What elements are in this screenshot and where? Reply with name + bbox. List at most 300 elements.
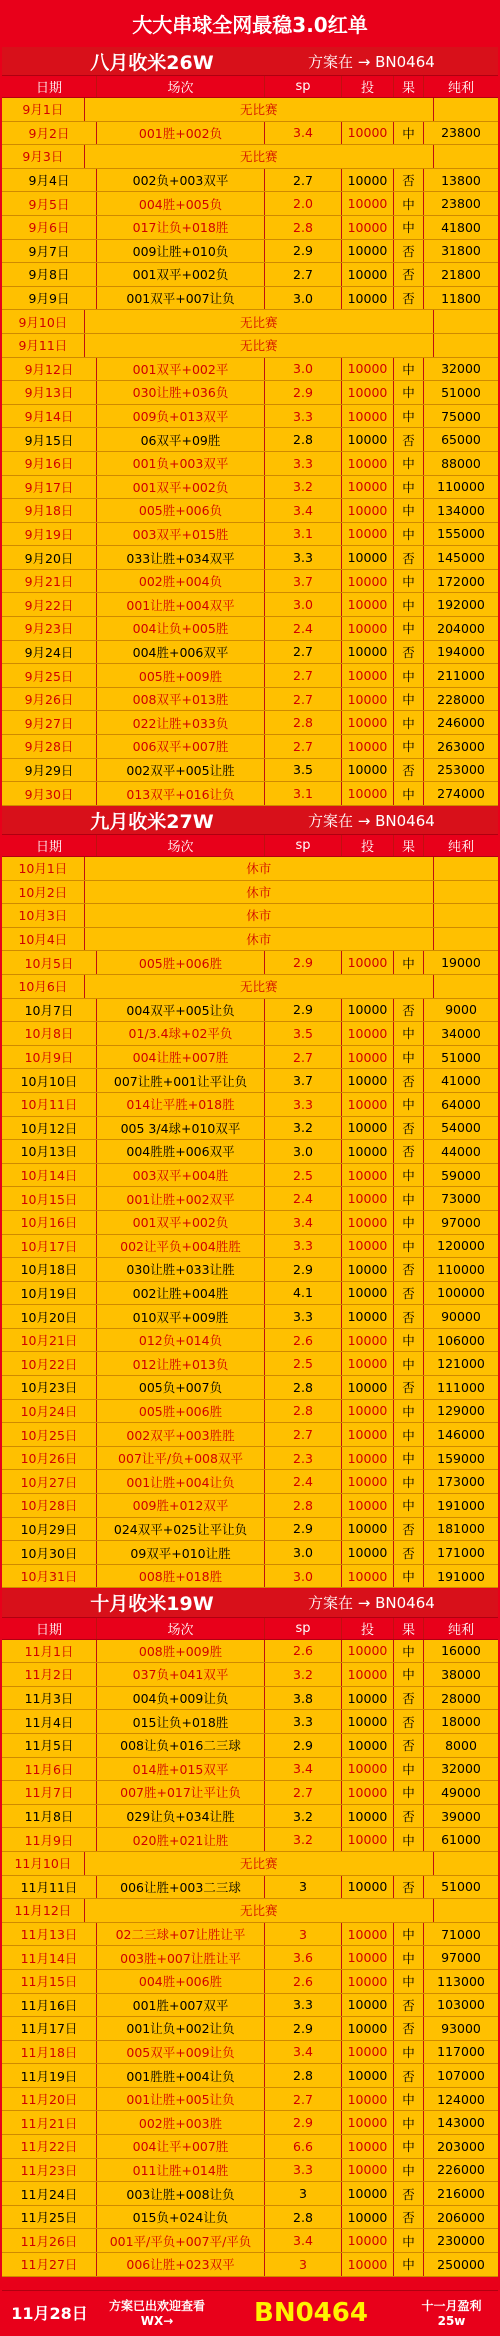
cell-stake: 10000: [342, 1876, 394, 1899]
cell-date: 10月23日: [2, 1376, 97, 1399]
cell-no-match: 休市: [85, 881, 434, 904]
cell-stake: 10000: [342, 1687, 394, 1710]
cell-net-profit: 73000: [441, 1191, 481, 1207]
cell-stake: 10000: [342, 1376, 394, 1399]
column-header-row: [2, 835, 498, 857]
cell-sp: 2.3: [265, 1447, 342, 1470]
cell-result: 中: [394, 1781, 424, 1804]
table-row: [2, 593, 498, 617]
page-title: 大大串球全网最稳3.0红单: [0, 0, 500, 47]
table-row: [2, 145, 498, 169]
cell-match: 024双平+025让平让负: [97, 1518, 265, 1541]
table-row: [2, 1876, 498, 1900]
cell-stake: 10000: [342, 1046, 394, 1069]
cell-sp: 3.4: [265, 1758, 342, 1781]
table-row: [2, 452, 498, 476]
cell-stake: 10000: [342, 2017, 394, 2040]
cell-result: 中: [394, 358, 424, 381]
table-row: [2, 1470, 498, 1494]
cell-sp: 2.9: [265, 2111, 342, 2134]
cell-stake: 10000: [342, 782, 394, 805]
cell-net-profit: 206000: [437, 2209, 485, 2225]
cell-date: 9月4日: [2, 169, 97, 192]
cell-stake: 10000: [342, 358, 394, 381]
cell-stake: 10000: [342, 2088, 394, 2111]
cell-match: 004让平+007胜: [97, 2135, 265, 2158]
cell-net-profit: 191000: [437, 1497, 485, 1513]
table-row: [2, 169, 498, 193]
table-row: [2, 405, 498, 429]
table-row: [2, 1565, 498, 1589]
cell-net-profit: 90000: [441, 1309, 481, 1325]
cell-date: 10月22日: [2, 1352, 97, 1375]
cell-date: 9月3日: [2, 145, 85, 168]
cell-sp: 2.4: [265, 1187, 342, 1210]
cell-sp: 3.3: [265, 1994, 342, 2017]
column-header-net: 纯利: [447, 1622, 474, 1638]
cell-match: 001胜+007双平: [97, 1994, 265, 2017]
cell-date: 11月20日: [2, 2088, 97, 2111]
cell-stake: 10000: [342, 999, 394, 1022]
cell-sp: 2.6: [265, 1329, 342, 1352]
cell-net-profit: 54000: [441, 1120, 481, 1136]
cell-result: 中: [394, 711, 424, 734]
cell-date: 9月13日: [2, 381, 97, 404]
cell-result: 中: [394, 782, 424, 805]
cell-date: 11月17日: [2, 2017, 97, 2040]
cell-sp: 3.4: [265, 2041, 342, 2064]
cell-net-profit: 111000: [437, 1379, 485, 1395]
cell-result: 中: [394, 1022, 424, 1045]
cell-result: 中: [394, 1046, 424, 1069]
column-header-net: 纯利: [447, 81, 474, 96]
table-row: [2, 1781, 498, 1805]
cell-match: 001双平+002负: [97, 1211, 265, 1234]
cell-date: 10月31日: [2, 1565, 97, 1588]
cell-net-profit: 49000: [441, 1784, 481, 1800]
cell-result: 中: [394, 192, 424, 215]
table-row: [2, 1518, 498, 1542]
cell-match: 004双平+005让负: [97, 999, 265, 1022]
cell-sp: 2.8: [265, 1494, 342, 1517]
cell-result: 中: [394, 1565, 424, 1588]
cell-stake: 10000: [342, 2041, 394, 2064]
table-row: [2, 1923, 498, 1947]
cell-sp: 3.0: [265, 287, 342, 310]
cell-date: 9月17日: [2, 476, 97, 499]
table-row: [2, 2064, 498, 2088]
cell-net-profit: 107000: [437, 2068, 485, 2084]
cell-result: 否: [394, 1687, 424, 1710]
table-row: [2, 2088, 498, 2112]
cell-stake: 10000: [342, 216, 394, 239]
cell-match: 005胜+006胜: [97, 1400, 265, 1423]
cell-sp: 2.8: [265, 711, 342, 734]
column-header-tou: 投: [342, 835, 394, 856]
cell-date: 9月10日: [2, 310, 85, 333]
cell-net-profit: 41800: [441, 219, 481, 235]
table-row: [2, 975, 498, 999]
table-row: [2, 617, 498, 641]
cell-match: 06双平+09胜: [97, 428, 265, 451]
cell-result: 中: [394, 1494, 424, 1517]
cell-empty: [434, 881, 498, 904]
cell-match: 004让胜+007胜: [97, 1046, 265, 1069]
cell-result: 否: [394, 1305, 424, 1328]
cell-net-profit: 120000: [437, 1238, 485, 1254]
cell-sp: 3.4: [265, 2229, 342, 2252]
cell-sp: 2.7: [265, 641, 342, 664]
month-section: [2, 806, 498, 1588]
cell-match: 015负+024让负: [97, 2206, 265, 2229]
table-row: [2, 711, 498, 735]
cell-match: 008让负+016二三球: [97, 1734, 265, 1757]
cell-date: 11月9日: [2, 1828, 97, 1851]
table-row: [2, 122, 498, 146]
cell-net-profit: 246000: [437, 715, 485, 731]
section-header: [2, 47, 498, 76]
cell-match: 015让负+018胜: [97, 1710, 265, 1733]
cell-date: 10月10日: [2, 1069, 97, 1092]
cell-stake: 10000: [342, 2111, 394, 2134]
cell-match: 001双平+002负: [97, 263, 265, 286]
cell-date: 10月25日: [2, 1423, 97, 1446]
cell-match: 004胜+006胜: [97, 1970, 265, 1993]
cell-match: 001让胜+002双平: [97, 1187, 265, 1210]
cell-stake: 10000: [342, 1211, 394, 1234]
cell-sp: 2.5: [265, 1352, 342, 1375]
cell-net-profit: 146000: [437, 1427, 485, 1443]
cell-stake: 10000: [342, 1423, 394, 1446]
cell-match: 003双平+015胜: [97, 523, 265, 546]
cell-no-match: 无比赛: [85, 98, 434, 121]
cell-match: 012让胜+013负: [97, 1352, 265, 1375]
table-row: [2, 1423, 498, 1447]
cell-result: 否: [394, 641, 424, 664]
cell-match: 005胜+006负: [97, 499, 265, 522]
cell-result: 中: [394, 1946, 424, 1969]
cell-match: 001让胜+005让负: [97, 2088, 265, 2111]
table-row: [2, 1046, 498, 1070]
cell-stake: 10000: [342, 735, 394, 758]
cell-date: 10月12日: [2, 1117, 97, 1140]
cell-match: 017让负+018胜: [97, 216, 265, 239]
column-header-date: 日期: [2, 1618, 97, 1639]
cell-result: 否: [394, 2206, 424, 2229]
cell-net-profit: 97000: [441, 1950, 481, 1966]
table-row: [2, 1852, 498, 1876]
table-row: [2, 334, 498, 358]
cell-stake: 10000: [342, 1022, 394, 1045]
cell-stake: 10000: [342, 617, 394, 640]
table-row: [2, 287, 498, 311]
cell-net-profit: 117000: [437, 2044, 485, 2060]
table-row: [2, 1187, 498, 1211]
cell-date: 11月5日: [2, 1734, 97, 1757]
cell-stake: 10000: [342, 1093, 394, 1116]
table-row: [2, 1805, 498, 1829]
cell-match: 001让胜+004双平: [97, 593, 265, 616]
cell-sp: 2.8: [265, 428, 342, 451]
cell-result: 否: [394, 1518, 424, 1541]
table-row: [2, 1305, 498, 1329]
cell-net-profit: 121000: [437, 1356, 485, 1372]
cell-date: 11月11日: [2, 1876, 97, 1899]
table-row: [2, 1258, 498, 1282]
cell-date: 11月26日: [2, 2229, 97, 2252]
table-row: [2, 999, 498, 1023]
column-header-date: 日期: [2, 835, 97, 856]
cell-net-profit: 204000: [437, 620, 485, 636]
cell-date: 10月14日: [2, 1164, 97, 1187]
table-row: [2, 476, 498, 500]
cell-match: 01/3.4球+02平负: [97, 1022, 265, 1045]
cell-match: 006让胜+003二三球: [97, 1876, 265, 1899]
cell-empty: [434, 145, 498, 168]
cell-net-profit: 71000: [441, 1926, 481, 1942]
table-row: [2, 1541, 498, 1565]
footer: [2, 2290, 498, 2334]
cell-sp: 2.7: [265, 664, 342, 687]
cell-sp: 3.4: [265, 122, 342, 145]
cell-match: 004胜+005负: [97, 192, 265, 215]
cell-sp: 2.7: [265, 2088, 342, 2111]
cell-date: 9月27日: [2, 711, 97, 734]
table-row: [2, 1494, 498, 1518]
cell-date: 9月22日: [2, 593, 97, 616]
cell-result: 中: [394, 1093, 424, 1116]
cell-match: 001胜胜+004让负: [97, 2064, 265, 2087]
cell-stake: 10000: [342, 1970, 394, 1993]
cell-date: 10月16日: [2, 1211, 97, 1234]
cell-result: 否: [394, 287, 424, 310]
cell-result: 中: [394, 1640, 424, 1663]
cell-stake: 10000: [342, 1187, 394, 1210]
cell-date: 9月19日: [2, 523, 97, 546]
cell-stake: 10000: [342, 381, 394, 404]
cell-stake: 10000: [342, 1663, 394, 1686]
cell-date: 11月21日: [2, 2111, 97, 2134]
table-row: [2, 857, 498, 881]
cell-net-profit: 129000: [437, 1403, 485, 1419]
cell-match: 011让胜+014胜: [97, 2159, 265, 2182]
cell-match: 014胜+015双平: [97, 1758, 265, 1781]
cell-sp: 3.8: [265, 1687, 342, 1710]
cell-stake: 10000: [342, 1258, 394, 1281]
month-section: [2, 1589, 498, 2277]
cell-result: 中: [394, 405, 424, 428]
column-header-res: 果: [394, 1618, 424, 1639]
cell-result: 否: [394, 1734, 424, 1757]
cell-match: 012负+014负: [97, 1329, 265, 1352]
cell-stake: 10000: [342, 523, 394, 546]
table-row: [2, 1282, 498, 1306]
cell-net-profit: 16000: [441, 1643, 481, 1659]
cell-net-profit: 216000: [437, 2186, 485, 2202]
cell-sp: 2.4: [265, 1470, 342, 1493]
cell-sp: 3.3: [265, 452, 342, 475]
cell-sp: 3: [265, 1876, 342, 1899]
cell-match: 002让胜+004胜: [97, 1282, 265, 1305]
cell-sp: 3.2: [265, 476, 342, 499]
cell-match: 030让胜+033让胜: [97, 1258, 265, 1281]
table-row: [2, 1164, 498, 1188]
cell-net-profit: 13800: [441, 172, 481, 188]
section-month-title: 九月收米27W: [90, 810, 214, 833]
cell-net-profit: 38000: [441, 1666, 481, 1682]
cell-match: 029让负+034让胜: [97, 1805, 265, 1828]
cell-result: 中: [394, 2159, 424, 2182]
cell-sp: 2.9: [265, 1518, 342, 1541]
table-row: [2, 2135, 498, 2159]
cell-stake: 10000: [342, 951, 394, 974]
cell-match: 013双平+016让负: [97, 782, 265, 805]
cell-result: 中: [394, 1329, 424, 1352]
cell-stake: 10000: [342, 1640, 394, 1663]
cell-sp: 2.8: [265, 1376, 342, 1399]
cell-match: 005双平+009让负: [97, 2041, 265, 2064]
cell-result: 否: [394, 2064, 424, 2087]
cell-match: 014让平胜+018胜: [97, 1093, 265, 1116]
section-month-title: 十月收米19W: [90, 1593, 214, 1616]
cell-stake: 10000: [342, 1117, 394, 1140]
cell-sp: 3.5: [265, 1022, 342, 1045]
cell-sp: 3: [265, 2253, 342, 2276]
cell-sp: 2.0: [265, 192, 342, 215]
cell-match: 001双平+002负: [97, 476, 265, 499]
table-row: [2, 2253, 498, 2277]
cell-match: 007让平/负+008双平: [97, 1447, 265, 1470]
cell-sp: 4.1: [265, 1282, 342, 1305]
cell-net-profit: 39000: [441, 1808, 481, 1824]
cell-date: 9月5日: [2, 192, 97, 215]
cell-date: 11月22日: [2, 2135, 97, 2158]
cell-match: 003胜+007让胜让平: [97, 1946, 265, 1969]
table-row: [2, 1758, 498, 1782]
cell-net-profit: 65000: [441, 432, 481, 448]
cell-date: 10月13日: [2, 1140, 97, 1163]
cell-result: 否: [394, 1282, 424, 1305]
cell-net-profit: 11800: [441, 290, 481, 306]
cell-result: 否: [394, 1541, 424, 1564]
cell-net-profit: 19000: [441, 955, 481, 971]
cell-net-profit: 263000: [437, 738, 485, 754]
cell-result: 否: [394, 263, 424, 286]
cell-date: 11月12日: [2, 1899, 85, 1922]
cell-sp: 3.2: [265, 1805, 342, 1828]
cell-sp: 3.3: [265, 405, 342, 428]
cell-empty: [434, 310, 498, 333]
cell-no-match: 无比赛: [85, 1852, 434, 1875]
cell-sp: 2.7: [265, 688, 342, 711]
cell-result: 否: [394, 546, 424, 569]
cell-no-match: 无比赛: [85, 1899, 434, 1922]
cell-sp: 3.1: [265, 782, 342, 805]
cell-result: 中: [394, 2041, 424, 2064]
table-row: [2, 2229, 498, 2253]
cell-net-profit: 61000: [441, 1832, 481, 1848]
cell-net-profit: 124000: [437, 2091, 485, 2107]
cell-stake: 10000: [342, 641, 394, 664]
cell-match: 002双平+005让胜: [97, 759, 265, 782]
cell-stake: 10000: [342, 1494, 394, 1517]
cell-date: 11月19日: [2, 2064, 97, 2087]
cell-date: 9月9日: [2, 287, 97, 310]
cell-result: 中: [394, 381, 424, 404]
table-row: [2, 310, 498, 334]
table-row: [2, 641, 498, 665]
cell-net-profit: 194000: [437, 644, 485, 660]
cell-date: 9月6日: [2, 216, 97, 239]
cell-empty: [434, 334, 498, 357]
table-row: [2, 1235, 498, 1259]
column-header-match: 场次: [97, 1618, 265, 1639]
table-row: [2, 1710, 498, 1734]
column-header-row: [2, 1618, 498, 1640]
footer-profit-line2: 25w: [437, 2314, 466, 2328]
cell-net-profit: 59000: [441, 1167, 481, 1183]
cell-result: 中: [394, 951, 424, 974]
cell-stake: 10000: [342, 1946, 394, 1969]
cell-net-profit: 75000: [441, 408, 481, 424]
cell-result: 否: [394, 169, 424, 192]
cell-match: 005胜+006胜: [97, 951, 265, 974]
table-row: [2, 951, 498, 975]
cell-stake: 10000: [342, 2253, 394, 2276]
cell-stake: 10000: [342, 1565, 394, 1588]
table-row: [2, 2111, 498, 2135]
cell-date: 11月24日: [2, 2182, 97, 2205]
table-row: [2, 1376, 498, 1400]
cell-date: 11月23日: [2, 2159, 97, 2182]
table-row: [2, 1022, 498, 1046]
cell-result: 否: [394, 1805, 424, 1828]
cell-stake: 10000: [342, 452, 394, 475]
column-header-row: [2, 76, 498, 98]
table-row: [2, 98, 498, 122]
column-header-sp: sp: [265, 76, 342, 97]
cell-match: 002让平负+004胜胜: [97, 1235, 265, 1258]
footer-code: BN0464: [254, 2297, 368, 2328]
cell-result: 中: [394, 1970, 424, 1993]
cell-sp: 3.3: [265, 2159, 342, 2182]
table-row: [2, 1117, 498, 1141]
section-month-title: 八月收米26W: [90, 51, 214, 74]
cell-net-profit: 274000: [437, 786, 485, 802]
cell-result: 否: [394, 1258, 424, 1281]
cell-net-profit: 51000: [441, 1049, 481, 1065]
cell-sp: 3.1: [265, 523, 342, 546]
cell-result: 中: [394, 1187, 424, 1210]
cell-stake: 10000: [342, 1541, 394, 1564]
column-header-sp: sp: [265, 1618, 342, 1639]
cell-sp: 2.9: [265, 2017, 342, 2040]
cell-date: 10月1日: [2, 857, 85, 880]
column-header-res: 果: [394, 835, 424, 856]
cell-stake: 10000: [342, 1994, 394, 2017]
cell-net-profit: 32000: [441, 361, 481, 377]
cell-stake: 10000: [342, 192, 394, 215]
table-row: [2, 570, 498, 594]
cell-result: 否: [394, 1876, 424, 1899]
cell-no-match: 无比赛: [85, 145, 434, 168]
cell-result: 否: [394, 1069, 424, 1092]
table-row: [2, 263, 498, 287]
cell-net-profit: 159000: [437, 1450, 485, 1466]
cell-date: 11月27日: [2, 2253, 97, 2276]
cell-sp: 2.6: [265, 1640, 342, 1663]
cell-result: 中: [394, 1923, 424, 1946]
